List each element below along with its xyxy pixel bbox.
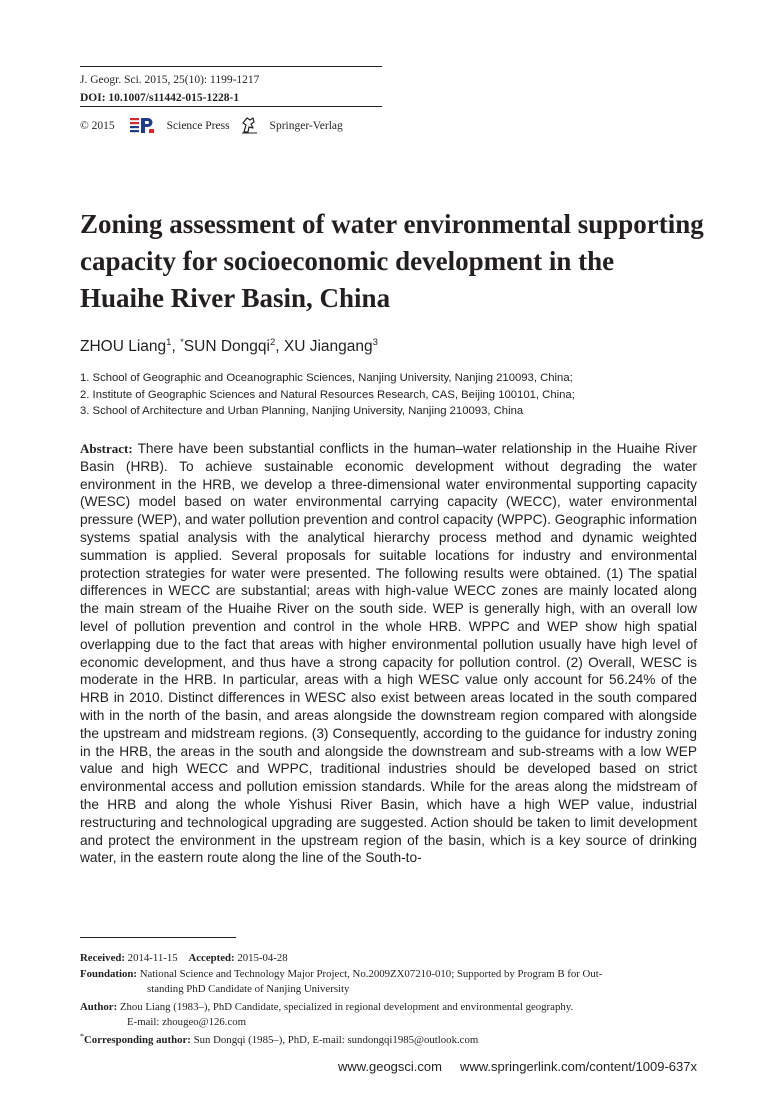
received-label: Received: [80, 952, 125, 964]
corresponding-text: Sun Dongqi (1985–), PhD, E-mail: sundongqi1985@outlook.com [193, 1034, 479, 1046]
accepted-date: 2015-04-28 [237, 952, 288, 964]
author-email[interactable]: E-mail: zhougeo@126.com [127, 1016, 247, 1028]
affiliation: 3. School of Architecture and Urban Planning, Nanjing University, Nanjing 210093, China [80, 405, 524, 417]
affiliation-marker: 1 [166, 337, 172, 348]
title-line: Huaihe River Basin, China [80, 283, 391, 313]
footnote-corresponding [80, 1033, 700, 1048]
footnote-author [80, 1000, 700, 1030]
author-name: ZHOU Liang [80, 338, 167, 355]
title-line: capacity for socioeconomic development in the [80, 246, 615, 276]
affiliation: 2. Institute of Geographic Sciences and Natural Resources Research, CAS, Beijing 100101, China; [80, 389, 575, 401]
journal-citation: J. Geogr. Sci. 2015, 25(10): 1199-1217 [80, 74, 260, 86]
author-label: Author: [80, 1001, 118, 1013]
author-name: XU Jiangang [283, 338, 373, 355]
foundation-text: standing PhD Candidate of Nanjing University [147, 983, 350, 995]
foundation-label: Foundation: [80, 968, 137, 980]
paper-title [80, 206, 720, 317]
publisher-row [80, 117, 343, 135]
science-press-logo [129, 116, 155, 137]
copyright: © 2015 [80, 120, 115, 132]
abstract-label: Abstract: [80, 441, 133, 456]
title-line: Zoning assessment of water environmental supporting [80, 209, 704, 239]
footnote-dates [80, 951, 700, 966]
affiliation-marker: 2 [269, 337, 276, 348]
corresponding-label: Corresponding author: [84, 1034, 191, 1046]
author-name: SUN Dongqi [183, 338, 270, 355]
footnote-rule [80, 937, 236, 938]
abstract-text: There have been substantial conflicts in the human–water relationship in the Huaihe River Basin (HRB). To achieve sustainable economic development without degrading the water environment in the HRB, we develop a three-dimensional water environmental supporting capacity (WESC) model based on water environmental carrying capacity (WECC), water environmental pressure (WEP), and water pollution prevention and control capacity (WPPC). Geographic information systems spatial analysis with the analytical hierarchy process method and dynamic weighted summation is applied. Several proposals for suitable locations for industry and environmental protection strategies for water were presented. The following results were obtained. (1) The spatial differences in WECC are substantial; areas with high-value WECC zones are mainly located along the main stream of the Huaihe River on the south side. WEP is generally high, with an overall low level of pollution prevention and control in the whole HRB. WPPC and WEP show high spatial overlapping due to the fact that areas with higher environmental pollution usually have high level of economic development, and thus have a strong capacity for pollution control. (2) Overall, WESC is moderate in the HRB. In particular, areas with a high WESC value only account for 56.24% of the HRB in 2010. Distinct differences in WESC also exist between areas located in the south compared with in the north of the basin, and areas alongside the downstream region compared with alongside the upstream and midstream regions. (3) Consequently, according to the guidance for industry zoning in the HRB, the areas in the south and alongside the downstream and sub-streams with a low WEP value and high WECC and WPPC, traditional industries should be developed based on strict environmental access and pollution emission standards. While for the areas along the midstream of the HRB and along the whole Yishusi River Basin, which have a high WEP value, industrial restructuring and technological upgrading are suggested. Action should be taken to limit development and protect the environment in the upstream region of the basin, which is a key source of drinking water, in the eastern route along the line of the South-to- [80, 441, 697, 866]
affiliation: 1. School of Geographic and Oceanographic Sciences, Nanjing University, Nanjing 210093, China; [80, 372, 573, 384]
author-bio: Zhou Liang (1983–), PhD Candidate, specialized in regional development and environmental geography. [119, 1001, 574, 1013]
foundation-text: National Science and Technology Major Project, No.2009ZX07210-010; Supported by Program B for Out- [139, 968, 603, 980]
received-date: 2014-11-15 [127, 952, 178, 964]
publisher-springer: Springer-Verlag [269, 120, 343, 132]
header-rule-top [80, 66, 382, 67]
header-rule-bottom [80, 106, 382, 107]
footer-link-geogsci[interactable]: www.geogsci.com [337, 1059, 442, 1074]
abstract [80, 440, 697, 867]
footnote-foundation [80, 967, 700, 997]
accepted-label: Accepted: [188, 952, 235, 964]
corresponding-marker: * [180, 337, 184, 348]
page-footer [80, 1059, 697, 1074]
springer-horse-logo [240, 116, 260, 137]
corresponding-marker: * [80, 1032, 84, 1041]
doi[interactable]: DOI: 10.1007/s11442-015-1228-1 [80, 92, 240, 104]
affiliation-marker: 3 [372, 337, 378, 348]
footer-link-springerlink[interactable]: www.springerlink.com/content/1009-637x [459, 1059, 697, 1074]
publisher-science-press: Science Press [166, 120, 230, 132]
author-list: ZHOU Liang$^1$, *SUN Dongqi$^2$, XU Jiangang$^3$ [80, 337, 378, 355]
